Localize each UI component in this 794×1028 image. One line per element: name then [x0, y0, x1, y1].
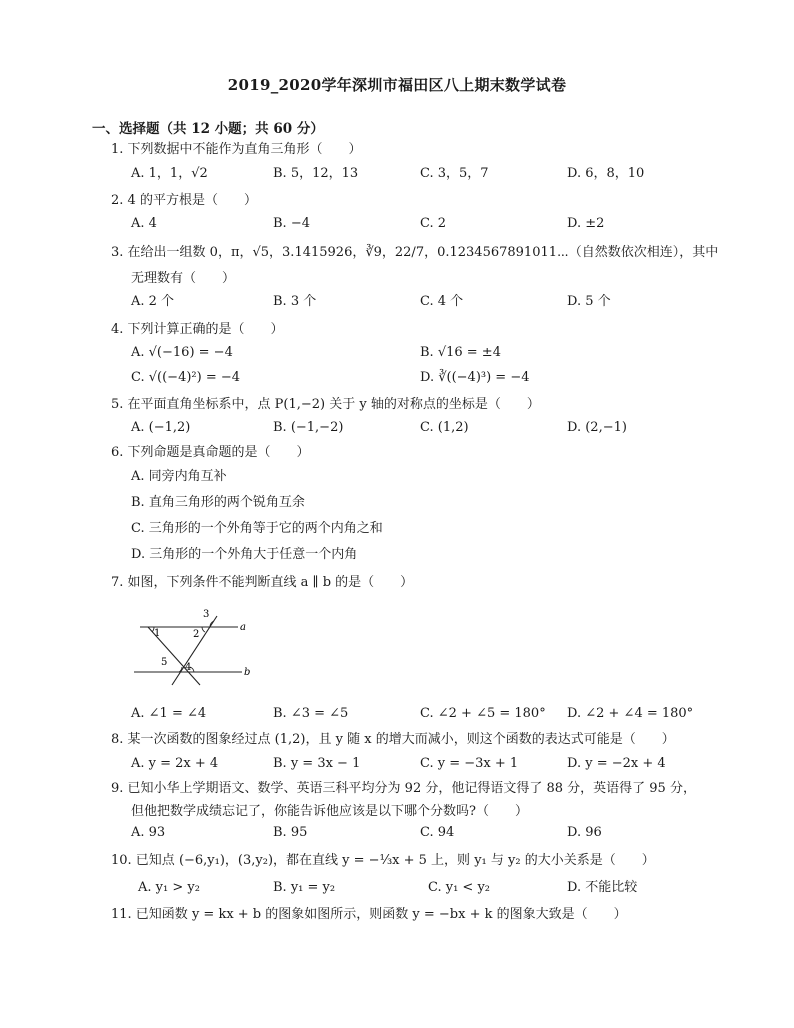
- q2-option-b: B. −4: [273, 216, 310, 231]
- section-heading: 一、选择题（共 12 小题；共 60 分）: [92, 121, 324, 137]
- q6-option-d: D. 三角形的一个外角大于任意一个内角: [131, 547, 358, 562]
- parallel-lines-figure: [130, 600, 260, 690]
- label-3: 3: [203, 609, 210, 620]
- q1-option-b: B. 5，12，13: [273, 166, 359, 181]
- question-7-stem: 7. 如图，下列条件不能判断直线 a ∥ b 的是（ ）: [111, 575, 414, 590]
- q10-option-a: A. y₁ > y₂: [138, 880, 200, 895]
- label-5: 5: [161, 657, 168, 668]
- q5-option-b: B. (−1,−2): [273, 420, 344, 435]
- q2-option-c: C. 2: [420, 216, 447, 231]
- q2-option-d: D. ±2: [567, 216, 605, 231]
- label-a: a: [240, 622, 246, 633]
- q6-option-b: B. 直角三角形的两个锐角互余: [131, 495, 305, 510]
- q7-option-a: A. ∠1 = ∠4: [131, 706, 207, 721]
- label-1: 1: [154, 628, 161, 639]
- q4-option-c: C. √((−4)²) = −4: [131, 370, 241, 385]
- q10-option-c: C. y₁ < y₂: [428, 880, 491, 895]
- question-3-stem: 3. 在给出一组数 0，π，√5，3.1415926，∛9，22/7，0.1234567891011⋯（自然数依次相连），其中: [111, 245, 719, 260]
- question-2-stem: 2. 4 的平方根是（ ）: [111, 193, 257, 208]
- q7-option-d: D. ∠2 + ∠4 = 180°: [567, 706, 694, 721]
- q3-option-b: B. 3 个: [273, 294, 317, 309]
- question-9-stem-line2: 但他把数学成绩忘记了，你能告诉他应该是以下哪个分数吗?（ ）: [131, 804, 528, 819]
- q8-option-b: B. y = 3x − 1: [273, 756, 361, 771]
- q5-option-a: A. (−1,2): [131, 420, 191, 435]
- label-4: 4: [185, 662, 192, 673]
- question-3-stem-line2: 无理数有（ ）: [131, 271, 236, 286]
- q10-option-d: D. 不能比较: [567, 880, 638, 895]
- q9-option-c: C. 94: [420, 825, 455, 840]
- q5-option-d: D. (2,−1): [567, 420, 627, 435]
- question-4-stem: 4. 下列计算正确的是（ ）: [111, 322, 284, 337]
- q8-option-a: A. y = 2x + 4: [131, 756, 219, 771]
- angle-2-arc: [202, 627, 205, 632]
- page-title: 2019_2020学年深圳市福田区八上期末数学试卷: [227, 76, 567, 94]
- question-9-stem: 9. 已知小华上学期语文、数学、英语三科平均分为 92 分，他记得语文得了 88 分，英语得了 95 分，: [111, 781, 696, 796]
- q3-option-c: C. 4 个: [420, 294, 464, 309]
- question-6-stem: 6. 下列命题是真命题的是（ ）: [111, 445, 310, 460]
- q6-option-c: C. 三角形的一个外角等于它的两个内角之和: [131, 521, 383, 536]
- question-8-stem: 8. 某一次函数的图象经过点 (1,2)，且 y 随 x 的增大而减小，则这个函数的表达式可能是（ ）: [111, 732, 675, 747]
- q4-option-d: D. ∛((−4)³) = −4: [420, 370, 530, 385]
- q7-option-c: C. ∠2 + ∠5 = 180°: [420, 706, 546, 721]
- q5-option-c: C. (1,2): [420, 420, 469, 435]
- q4-option-a: A. √(−16) = −4: [131, 345, 233, 360]
- question-10-stem: 10. 已知点 (−6,y₁)，(3,y₂)，都在直线 y = −⅓x + 5 上，则 y₁ 与 y₂ 的大小关系是（ ）: [111, 853, 655, 868]
- q1-option-c: C. 3，5，7: [420, 166, 489, 181]
- question-11-stem: 11. 已知函数 y = kx + b 的图象如图所示，则函数 y = −bx + k 的图象大致是（ ）: [111, 907, 627, 922]
- q4-option-b: B. √16 = ±4: [420, 345, 501, 360]
- q9-option-b: B. 95: [273, 825, 308, 840]
- q3-option-a: A. 2 个: [131, 294, 175, 309]
- q1-option-d: D. 6，8，10: [567, 166, 645, 181]
- question-5-stem: 5. 在平面直角坐标系中，点 P(1,−2) 关于 y 轴的对称点的坐标是（ ）: [111, 397, 540, 412]
- q9-option-d: D. 96: [567, 825, 602, 840]
- q8-option-c: C. y = −3x + 1: [420, 756, 519, 771]
- label-b: b: [244, 667, 251, 678]
- q8-option-d: D. y = −2x + 4: [567, 756, 666, 771]
- q9-option-a: A. 93: [131, 825, 166, 840]
- q6-option-a: A. 同旁内角互补: [131, 469, 227, 484]
- q3-option-d: D. 5 个: [567, 294, 611, 309]
- q10-option-b: B. y₁ = y₂: [273, 880, 336, 895]
- q2-option-a: A. 4: [131, 216, 157, 231]
- q7-option-b: B. ∠3 = ∠5: [273, 706, 349, 721]
- q1-option-a: A. 1，1，√2: [131, 166, 208, 181]
- label-2: 2: [193, 629, 200, 640]
- question-1-stem: 1. 下列数据中不能作为直角三角形（ ）: [111, 142, 362, 157]
